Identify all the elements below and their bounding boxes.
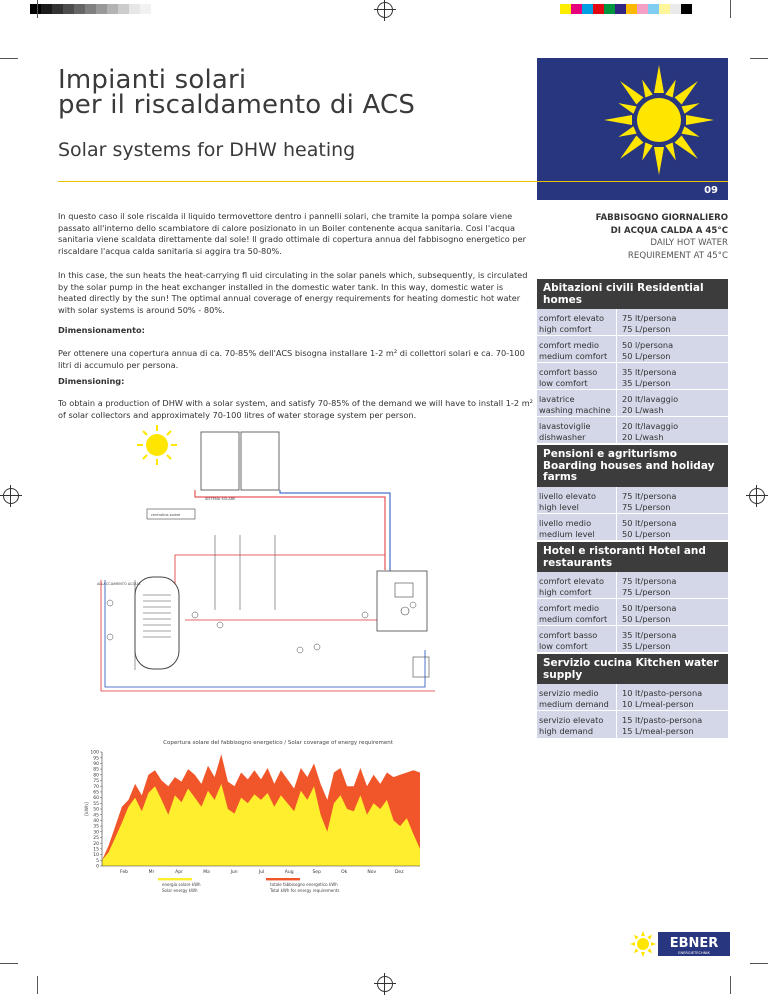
- paragraph-en-intro: In this case, the sun heats the heat-carrying fl uid circulating in the solar panels which, subsequently, is circulated by the solar pump in the heat exchanger installed in the domestic water tank. In this way, domestic water is heated directly by the sun! The optimal annual coverage of energy requirements for heating domestic hot water with solar systems is around 50% - 80%.: [58, 270, 528, 315]
- print-color-bar-right: [560, 4, 692, 14]
- expansion-tank: [413, 657, 429, 677]
- crop-mark: [730, 976, 731, 994]
- y-tick-label: 0: [96, 864, 99, 870]
- crop-mark: [37, 976, 38, 994]
- water-tank: [135, 577, 179, 669]
- y-tick-label: 30: [93, 830, 99, 836]
- solar-collector: [201, 432, 239, 490]
- crop-mark: [0, 58, 18, 59]
- crop-mark: [750, 58, 768, 59]
- registration-mark-bottom: [377, 976, 393, 992]
- registration-mark-right: [749, 488, 765, 504]
- crop-mark: [750, 963, 768, 964]
- x-tick-label: Dez: [394, 870, 404, 875]
- sidebar-heading: [537, 212, 728, 262]
- solar-coverage-chart: [58, 734, 488, 904]
- table-row: comfort basso low comfort 35 lt/persona 35 L/person: [537, 363, 728, 390]
- legend-label-solar-en: Solar energy kWh: [162, 888, 198, 893]
- y-tick-label: 90: [93, 762, 99, 767]
- table-row: servizio medio medium demand 10 lt/pasto-persona 10 L/meal-person: [537, 684, 728, 711]
- y-axis-label: [kWh]: [85, 802, 90, 816]
- y-tick-label: 5: [96, 858, 99, 864]
- y-tick-label: 95: [93, 756, 99, 762]
- svg-text:ENERGIETECHNIK: ENERGIETECHNIK: [678, 951, 710, 955]
- table-row: servizio elevato high demand 15 lt/pasto-persona 15 L/meal-person: [537, 711, 728, 739]
- sun-logo-box: [537, 58, 728, 182]
- print-color-bar-left: [30, 4, 151, 14]
- chapter-number: 09: [537, 182, 728, 200]
- svg-text:centralina solare: centralina solare: [151, 513, 181, 517]
- x-tick-label: Nov: [367, 870, 377, 875]
- paragraph-it-dimensioning: Per ottenere una copertura annua di ca. 70-85% dell'ACS bisogna installare 1-2 m² di collettori solari e ca. 70-100 litri di accumulo per persona.: [58, 348, 525, 370]
- table-row: comfort basso low comfort 35 lt/persona 35 L/person: [537, 626, 728, 653]
- x-tick-label: Sep: [312, 870, 321, 875]
- registration-mark-left: [3, 488, 19, 504]
- y-tick-label: 40: [93, 819, 99, 824]
- table-row: comfort medio medium comfort 50 lt/persona 50 L/person: [537, 599, 728, 626]
- sidebar-heading-en-2: REQUIREMENT AT 45°C: [627, 250, 728, 261]
- section-boarding-houses: Pensioni e agriturismo Boarding houses and holiday farms: [537, 445, 728, 487]
- table-row: livello medio medium level 50 lt/persona 50 L/person: [537, 514, 728, 541]
- y-tick-label: 60: [93, 796, 99, 802]
- legend-label-total-it: totale fabbisogno energetico kWh: [270, 882, 338, 887]
- y-tick-label: 80: [93, 773, 99, 779]
- y-tick-label: 70: [93, 784, 99, 790]
- section-residential-homes: Abitazioni civili Residential homes: [537, 279, 728, 309]
- sun-icon: [537, 58, 728, 182]
- section-hotel-restaurants: Hotel e ristoranti Hotel and restaurants: [537, 542, 728, 572]
- crop-mark: [37, 0, 38, 18]
- y-tick-label: 20: [93, 841, 99, 847]
- page-subtitle: Solar systems for DHW heating: [58, 139, 356, 161]
- paragraph-it-intro: In questo caso il sole riscalda il liquido termovettore dentro i pannelli solari, che tramite la pompa solare viene passato all'interno dello scambiatore di calore posizionato in un Boiler contenente acqua sanitaria. Cosi l'acqua sanitaria viene scaldata direttamente dal sole! Il grado ottimale di copertura annua del fabbisogno energetico per riscaldare l'acqua calda sanitaria si aggira tra 50-80%.: [58, 211, 527, 256]
- diagram-sun-icon: [137, 425, 177, 465]
- chart-title: Copertura solare del fabbisogno energetico / Solar coverage of energy requirement: [163, 740, 393, 746]
- heading-dimensioning: Dimensioning:: [58, 376, 125, 386]
- y-tick-label: 85: [93, 767, 99, 773]
- table-row: comfort medio medium comfort 50 l/persona 50 L/person: [537, 336, 728, 363]
- y-tick-label: 55: [93, 801, 99, 807]
- paragraph-en-dimensioning: To obtain a production of DHW with a solar system, and satisfy 70-85% of the demand we will have to install 1-2 m² of solar collectors and approximately 70-100 litres of water storage system per person.: [58, 398, 533, 420]
- registration-mark-top: [377, 2, 393, 18]
- crop-mark: [730, 0, 731, 18]
- heading-dimensionamento: Dimensionamento:: [58, 325, 145, 335]
- x-tick-label: Jun: [230, 870, 238, 875]
- ebner-logo: [629, 930, 730, 958]
- y-tick-label: 25: [93, 836, 99, 842]
- y-tick-label: 15: [93, 847, 99, 853]
- x-tick-label: Mr: [148, 870, 155, 875]
- table-row: comfort elevato high comfort 75 lt/persona 75 L/person: [537, 309, 728, 336]
- x-tick-label: Apr: [175, 870, 183, 875]
- sidebar-heading-it-2: DI ACQUA CALDA A 45°C: [610, 225, 728, 236]
- y-tick-label: 10: [93, 853, 99, 859]
- x-tick-label: Jul: [258, 870, 265, 875]
- table-row: livello elevato high level 75 lt/persona 75 L/person: [537, 487, 728, 514]
- y-tick-label: 75: [93, 779, 99, 785]
- legend-swatch-solar: [158, 878, 192, 880]
- y-tick-label: 100: [90, 750, 99, 756]
- svg-text:EBNER: EBNER: [669, 936, 719, 951]
- x-tick-label: Ma: [203, 870, 210, 875]
- title-line-1: Impianti solari: [58, 65, 247, 95]
- x-tick-label: Aug: [284, 870, 294, 875]
- x-tick-label: Ok: [341, 870, 348, 875]
- y-tick-label: 35: [93, 824, 99, 830]
- pump-station: [377, 571, 427, 631]
- solar-collector: [241, 432, 279, 490]
- y-tick-label: 45: [93, 813, 99, 819]
- table-row: comfort elevato high comfort 75 lt/persona 75 L/person: [537, 572, 728, 599]
- table-row: lavastoviglie dishwasher 20 lt/lavaggio 20 L/wash: [537, 417, 728, 444]
- legend-label-solar-it: energia solare kWh: [162, 882, 201, 887]
- svg-text:ALLACCIAMENTO ACQUA: ALLACCIAMENTO ACQUA: [97, 582, 141, 586]
- crop-mark: [0, 963, 18, 964]
- page-title: [58, 65, 416, 120]
- sidebar-heading-it-1: FABBISOGNO GIORNALIERO: [595, 213, 728, 223]
- section-kitchen-water: Servizio cucina Kitchen water supply: [537, 654, 728, 684]
- legend-swatch-total: [266, 878, 300, 880]
- sidebar-heading-en-1: DAILY HOT WATER: [650, 238, 728, 248]
- y-tick-label: 65: [93, 790, 99, 796]
- y-tick-label: 50: [93, 807, 99, 813]
- solar-system-diagram: [95, 425, 447, 697]
- table-row: lavatrice washing machine 20 lt/lavaggio 20 L/wash: [537, 390, 728, 417]
- svg-text:SISTEMA SOLARE: SISTEMA SOLARE: [205, 497, 236, 501]
- legend-label-total-en: Total kWh for energy requirements: [270, 888, 340, 893]
- logo-sun-icon: [630, 931, 656, 957]
- title-line-2: per il riscaldamento di ACS: [58, 90, 416, 120]
- x-tick-label: Feb: [120, 870, 128, 875]
